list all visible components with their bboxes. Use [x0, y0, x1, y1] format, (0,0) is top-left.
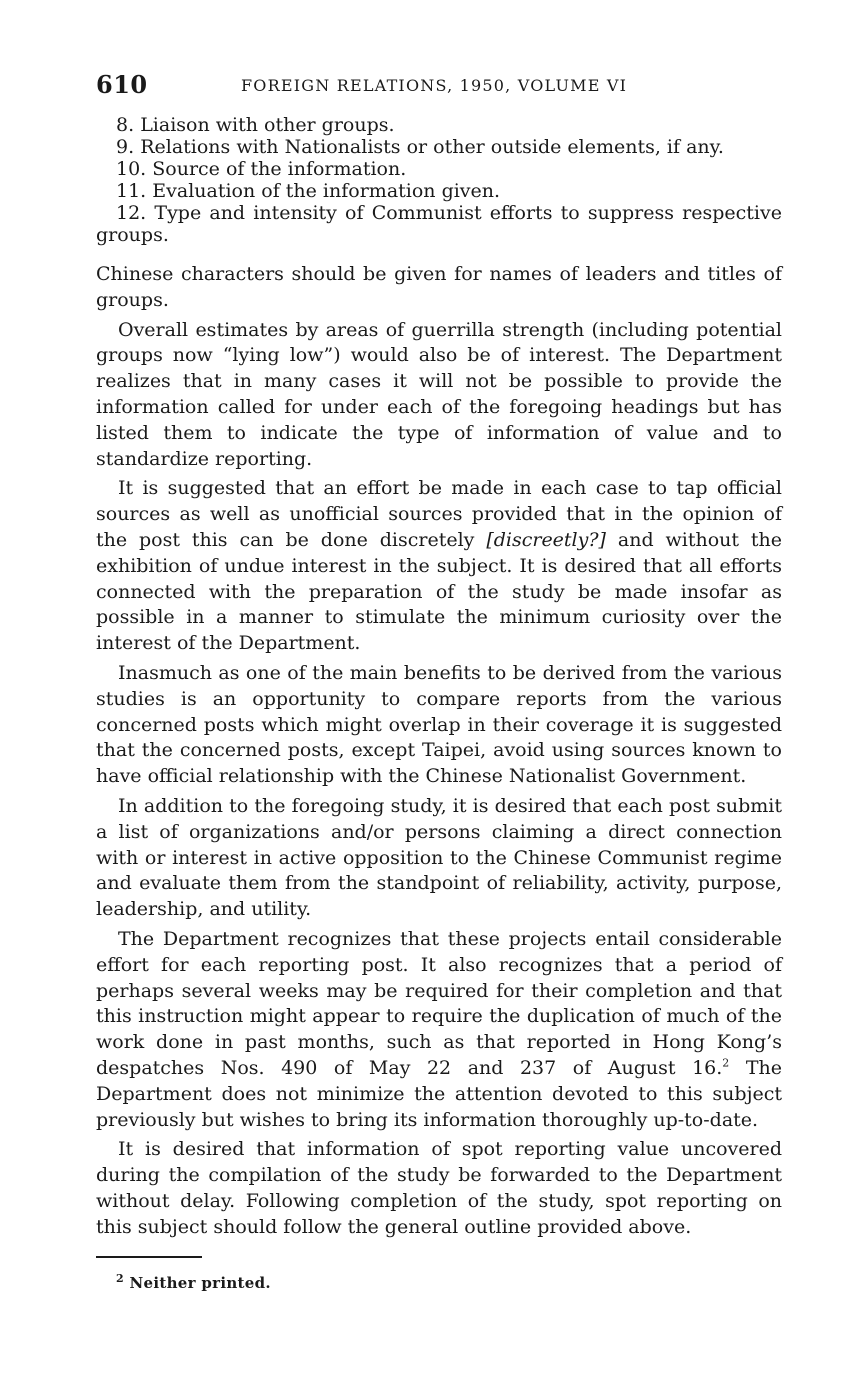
paragraph [96, 927, 782, 1133]
list-item [96, 136, 782, 158]
paragraph: Chinese characters should be given for names of leaders and titles of groups. [96, 263, 782, 311]
list-item-text: Liaison with other groups. [140, 114, 395, 136]
editorial-insertion: [discreetly?] [486, 528, 606, 551]
list-item-text: Type and intensity of Communist efforts to suppress respective groups. [96, 202, 782, 246]
list-item [96, 202, 782, 246]
paragraph: In addition to the foregoing study, it is desired that each post submit a list of organizations and/or persons claiming a direct connection with or interest in active opposition to the Chinese Communist regime and evaluate them from the standpoint of reliability, activity, purpose, leadership, and utility. [96, 794, 782, 921]
footnote-divider [96, 1256, 202, 1258]
list-item-number: 8. [116, 114, 135, 136]
paragraph: Overall estimates by areas of guerrilla strength (including potential groups now “lying low”) would also be of interest. The Department realizes that in many cases it will not be possible to provide the information called for under each of the foregoing headings but has listed them to indicate the type of information of value and to standardize reporting. [96, 318, 782, 470]
list-item [96, 114, 782, 136]
running-head [96, 70, 782, 104]
page-number: 610 [96, 70, 148, 99]
footnote [116, 1274, 782, 1292]
list-item-number: 11. [116, 180, 147, 202]
list-item-number: 9. [116, 136, 135, 158]
list-item-text: Source of the information. [152, 158, 407, 180]
paragraph-text: and without the exhibition of undue interest in the subject. It is desired that all efforts connected with the preparation of the study be made insofar as possible in a manner to stimulate the minimum curiosity over the interest of the Department. [96, 528, 782, 655]
list-item-text: Relations with Nationalists or other outside elements, if any. [140, 136, 724, 158]
paragraph-text: It is suggested that an effort be made in each case to tap official sources as well as unofficial sources provided that in the opinion of the post this can be done discretely [96, 477, 782, 551]
paragraph-text: The Department does not minimize the attention devoted to this subject previously but wishes to bring its information thoroughly up-to-date. [96, 1056, 782, 1131]
footnote-marker: 2 [116, 1272, 124, 1286]
list-item-text: Evaluation of the information given. [152, 180, 501, 202]
paragraph: Inasmuch as one of the main benefits to be derived from the various studies is an opportunity to compare reports from the various concerned posts which might overlap in their coverage it is suggested that the concerned posts, except Taipei, avoid using sources known to have official relationship with the Chinese Nationalist Government. [96, 661, 782, 788]
list-item [96, 180, 782, 202]
paragraph-text: The Department recognizes that these projects entail considerable effort for each reporting post. It also recognizes that a period of perhaps several weeks may be required for their completion and that this instruction might appear to require the duplication of much of the work done in past months, such as that reported in Hong Kong’s despatches Nos. 490 of May 22 and 237 of August 16. [96, 927, 782, 1079]
document-page [96, 70, 782, 1292]
footnote-reference: 2 [722, 1056, 730, 1070]
list-item [96, 158, 782, 180]
numbered-list [96, 114, 782, 246]
paragraph [96, 476, 782, 657]
list-item-number: 10. [116, 158, 147, 180]
paragraph: It is desired that information of spot reporting value uncovered during the compilation of the study be forwarded to the Department without delay. Following completion of the study, spot reporting on this subject should follow the general outline provided above. [96, 1138, 782, 1238]
running-title: FOREIGN RELATIONS, 1950, VOLUME VI [241, 76, 628, 95]
body-text [96, 262, 782, 1240]
footnote-text: Neither printed. [129, 1274, 271, 1293]
list-item-number: 12. [116, 202, 147, 224]
